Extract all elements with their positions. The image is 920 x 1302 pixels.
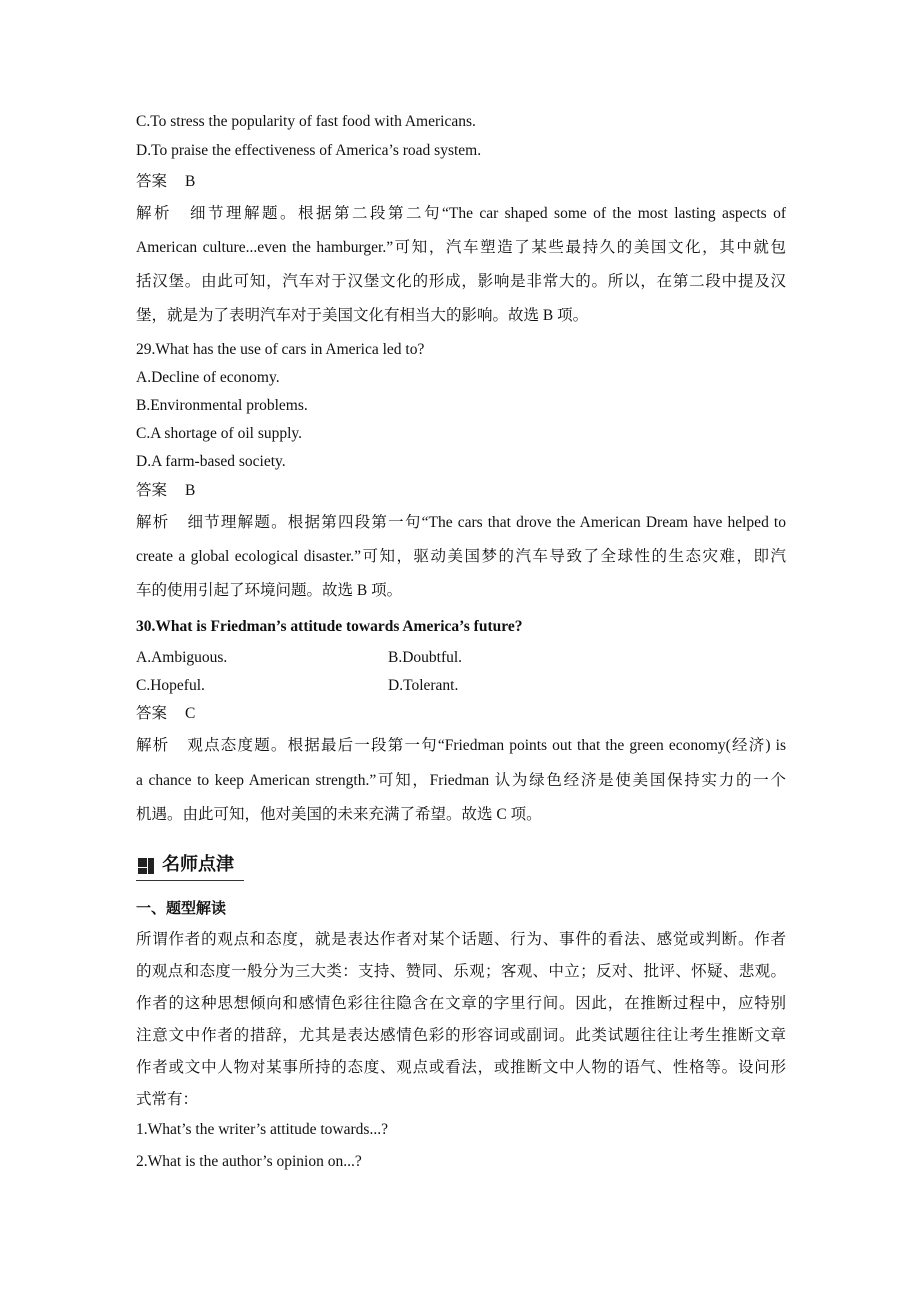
section-body-line-5: 作者或文中人物对某事所持的态度、观点或看法，或推断文中人物的语气、性格等。设问形 — [136, 1059, 786, 1076]
q28-explanation-line-4: 堡，就是为了表明汽车对于美国文化有相当大的影响。故选 B 项。 — [136, 307, 589, 324]
answer-value: C — [185, 705, 196, 722]
q30-options-row-2 — [136, 676, 786, 696]
q28-answer — [136, 172, 195, 192]
section-title: 名师点津 — [162, 854, 234, 875]
q29-question: 29.What has the use of cars in America led to? — [136, 341, 425, 358]
section-heading — [136, 852, 244, 881]
explain-label: 解析 — [136, 737, 170, 754]
q28-explanation-line-3: 括汉堡。由此可知，汽车对于汉堡文化的形成，影响是非常大的。所以，在第二段中提及汉 — [136, 273, 786, 290]
q29-explanation-line-3: 车的使用引起了环境问题。故选 B 项。 — [136, 582, 403, 599]
q28-explanation-line-1 — [136, 204, 786, 224]
q30-question — [136, 617, 522, 637]
section-body-line-3: 作者的这种思想倾向和感情色彩往往隐含在文章的字里行间。因此，在推断过程中，应特别 — [136, 995, 786, 1012]
answer-label: 答案 — [136, 482, 168, 499]
explain-label: 解析 — [136, 514, 170, 531]
q29-answer — [136, 481, 195, 501]
q30-options-row-1 — [136, 648, 786, 668]
q30-explanation-line-3: 机遇。由此可知，他对美国的未来充满了希望。故选 C 项。 — [136, 806, 542, 823]
answer-label: 答案 — [136, 705, 168, 722]
explain-text: 细节理解题。根据第四段第一句“The cars that drove the American Dream have helped to — [187, 514, 786, 531]
section-square-icon — [138, 858, 154, 874]
q28-option-d: D.To praise the effectiveness of America’s road system. — [136, 142, 482, 159]
q29-option-c: C.A shortage of oil supply. — [136, 425, 303, 442]
q28-option-c: C.To stress the popularity of fast food with Americans. — [136, 113, 476, 130]
answer-value: B — [185, 482, 196, 499]
section-body-line-4: 注意文中作者的措辞，尤其是表达感情色彩的形容词或副词。此类试题往往让考生推断文章 — [136, 1027, 786, 1044]
explain-text: 观点态度题。根据最后一段第一句“Friedman points out that the green economy(经济) is — [187, 737, 786, 754]
section-body-line-1: 所谓作者的观点和态度，就是表达作者对某个话题、行为、事件的看法、感觉或判断。作者 — [136, 931, 786, 948]
explain-text: 细节理解题。根据第二段第二句“The car shaped some of the most lasting aspects of — [190, 205, 786, 222]
q30-option-c: C.Hopeful. — [136, 677, 205, 694]
section-body-line-6: 式常有： — [136, 1091, 199, 1108]
q30-explanation-line-2: a chance to keep American strength.”可知，Friedman 认为绿色经济是使美国保持实力的一个 — [136, 772, 786, 789]
q30-answer — [136, 704, 195, 724]
explain-label: 解析 — [136, 205, 172, 222]
example-question-2: 2.What is the author’s opinion on...? — [136, 1153, 362, 1170]
q30-number: 30 — [136, 618, 152, 635]
answer-label: 答案 — [136, 173, 168, 190]
q30-option-b: B.Doubtful. — [388, 649, 463, 666]
q29-explanation-line-1 — [136, 513, 786, 533]
answer-value: B — [185, 173, 196, 190]
q29-option-a: A.Decline of economy. — [136, 369, 280, 386]
q29-explanation-line-2: create a global ecological disaster.”可知，驱动美国梦的汽车导致了全球性的生态灾难，即汽 — [136, 548, 786, 565]
q30-option-d: D.Tolerant. — [388, 677, 459, 694]
q30-explanation-line-1 — [136, 736, 786, 756]
q30-question-text: .What is Friedman’s attitude towards America’s future? — [151, 618, 523, 635]
section-subheading: 一、题型解读 — [136, 899, 227, 917]
q29-option-d: D.A farm-based society. — [136, 453, 286, 470]
q28-explanation-line-2: American culture...even the hamburger.”可知，汽车塑造了某些最持久的美国文化，其中就包 — [136, 239, 786, 256]
section-body-line-2: 的观点和态度一般分为三大类：支持、赞同、乐观；客观、中立；反对、批评、怀疑、悲观。 — [136, 963, 786, 980]
example-question-1: 1.What’s the writer’s attitude towards...? — [136, 1121, 388, 1138]
q30-option-a: A.Ambiguous. — [136, 649, 228, 666]
q29-option-b: B.Environmental problems. — [136, 397, 308, 414]
